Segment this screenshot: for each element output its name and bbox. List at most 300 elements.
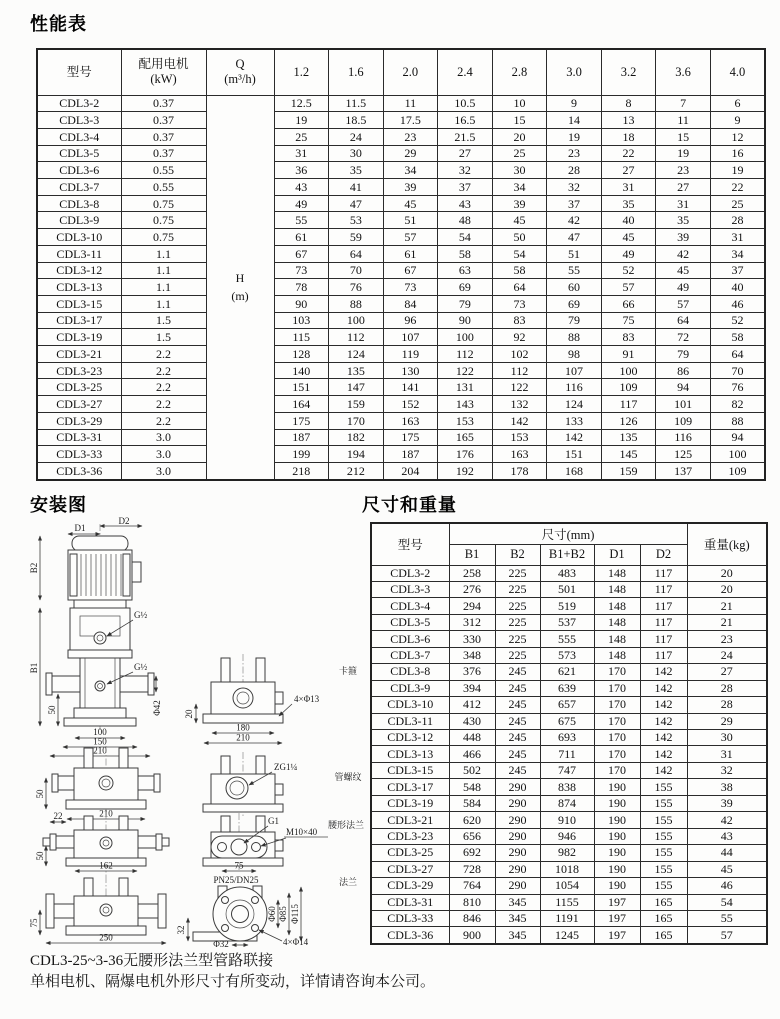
dims-model-cell: CDL3-33 [371,911,449,927]
perf-head-value-cell: 34 [492,179,547,196]
dims-model-cell: CDL3-9 [371,680,449,696]
perf-head-value-cell: 212 [329,462,384,480]
dim-phi60-label: Φ60 [267,906,277,922]
dims-row [371,631,767,647]
dims-value-cell: 330 [449,631,495,647]
perf-kw-cell: 1.1 [121,245,206,262]
perf-model-cell: CDL3-12 [37,262,121,279]
perf-row [37,396,765,413]
dims-value-cell: 170 [594,746,640,762]
perf-model-cell: CDL3-5 [37,145,121,162]
perf-row [37,312,765,329]
dims-value-cell: 170 [594,680,640,696]
dims-value-cell: 1245 [540,927,594,944]
dims-value-cell: 155 [640,779,687,795]
perf-head-value-cell: 88 [547,329,602,346]
dims-value-cell: 148 [594,565,640,581]
dims-value-cell: 39 [687,795,767,811]
perf-head-value-cell: 52 [710,312,765,329]
perf-head-value-cell: 16.5 [438,112,493,129]
dims-value-cell: 225 [495,598,540,614]
dims-value-cell: 412 [449,697,495,713]
perf-kw-cell: 0.55 [121,162,206,179]
pump-elevation-view [29,516,162,756]
perf-head-value-cell: 73 [383,279,438,296]
perf-head-value-cell: 125 [656,446,711,463]
perf-col-flow: 3.0 [547,49,602,95]
dims-model-cell: CDL3-29 [371,878,449,894]
perf-kw-cell: 2.2 [121,362,206,379]
dims-value-cell: 190 [594,861,640,877]
dim-50b-label: 50 [35,851,45,861]
perf-head-value-cell: 92 [492,329,547,346]
dims-value-cell: 117 [640,631,687,647]
perf-model-cell: CDL3-3 [37,112,121,129]
perf-kw-cell: 1.5 [121,312,206,329]
dim-162-label: 162 [99,860,113,871]
dims-row [371,614,767,630]
performance-table-head [37,49,765,95]
perf-head-value-cell: 11 [383,95,438,112]
perf-head-value-cell: 143 [438,396,493,413]
perf-head-value-cell: 37 [438,179,493,196]
perf-head-value-cell: 69 [438,279,493,296]
dim-b2-label: B2 [29,562,39,574]
perf-head-value-cell: 76 [710,379,765,396]
perf-head-value-cell: 72 [656,329,711,346]
perf-head-value-cell: 112 [492,362,547,379]
dims-value-cell: 810 [449,894,495,910]
perf-head-value-cell: 175 [383,429,438,446]
perf-kw-cell: 0.75 [121,195,206,212]
dim-50a-label: 50 [35,789,45,799]
perf-head-value-cell: 79 [656,346,711,363]
perf-kw-cell: 0.37 [121,112,206,129]
dims-row [371,927,767,944]
dims-value-cell: 312 [449,614,495,630]
perf-head-value-cell: 45 [383,195,438,212]
perf-head-value-cell: 50 [492,229,547,246]
dims-value-cell: 345 [495,911,540,927]
perf-head-value-cell: 153 [492,429,547,446]
pn-label: PN25/DN25 [213,875,259,885]
dims-value-cell: 348 [449,647,495,663]
zg-label: ZG1¼ [274,762,298,772]
perf-kw-cell: 1.1 [121,262,206,279]
perf-head-value-cell: 22 [601,145,656,162]
dim-210-main-label: 210 [93,745,107,756]
perf-head-value-cell: 187 [383,446,438,463]
perf-head-value-cell: 100 [438,329,493,346]
dims-col-weight: 重量(kg) [687,523,767,565]
perf-row [37,245,765,262]
dims-value-cell: 148 [594,614,640,630]
dims-value-cell: 32 [687,762,767,778]
dims-row [371,713,767,729]
dims-size-col: D1 [594,544,640,565]
perf-head-value-cell: 25 [492,145,547,162]
bolt-4x13-label: 4×Φ13 [294,694,320,704]
dims-value-cell: 117 [640,581,687,597]
perf-head-value-cell: 165 [438,429,493,446]
dim-100-label: 100 [93,727,107,737]
performance-header-row [37,49,765,95]
perf-head-value-cell: 27 [438,145,493,162]
perf-head-unit-cell: H (m) [206,95,274,480]
dims-value-cell: 245 [495,713,540,729]
perf-head-value-cell: 132 [492,396,547,413]
perf-kw-cell: 2.2 [121,346,206,363]
perf-head-value-cell: 67 [383,262,438,279]
dims-model-cell: CDL3-25 [371,845,449,861]
dims-row [371,565,767,581]
perf-head-value-cell: 96 [383,312,438,329]
perf-head-value-cell: 23 [383,128,438,145]
perf-head-value-cell: 126 [601,412,656,429]
dims-value-cell: 23 [687,631,767,647]
perf-row [37,446,765,463]
perf-kw-cell: 2.2 [121,412,206,429]
perf-head-value-cell: 94 [656,379,711,396]
dims-value-cell: 165 [640,927,687,944]
perf-row [37,212,765,229]
perf-head-value-cell: 6 [710,95,765,112]
dims-value-cell: 276 [449,581,495,597]
perf-col-flow: 3.6 [656,49,711,95]
dims-value-cell: 621 [540,664,594,680]
perf-head-value-cell: 35 [656,212,711,229]
perf-row [37,112,765,129]
dims-value-cell: 148 [594,581,640,597]
dims-row [371,812,767,828]
perf-head-value-cell: 64 [710,346,765,363]
dims-value-cell: 197 [594,894,640,910]
perf-kw-cell: 0.37 [121,128,206,145]
perf-head-value-cell: 57 [656,295,711,312]
dims-value-cell: 117 [640,614,687,630]
perf-head-value-cell: 145 [601,446,656,463]
dims-model-cell: CDL3-27 [371,861,449,877]
perf-model-cell: CDL3-19 [37,329,121,346]
perf-head-value-cell: 94 [710,429,765,446]
perf-head-value-cell: 83 [492,312,547,329]
dim-75-flanged-label: 75 [29,918,39,928]
perf-model-cell: CDL3-8 [37,195,121,212]
perf-kw-cell: 1.5 [121,329,206,346]
dims-value-cell: 501 [540,581,594,597]
perf-head-value-cell: 76 [329,279,384,296]
perf-head-value-cell: 59 [329,229,384,246]
dims-value-cell: 190 [594,878,640,894]
perf-row [37,279,765,296]
perf-head-value-cell: 19 [710,162,765,179]
perf-head-value-cell: 112 [329,329,384,346]
dims-model-cell: CDL3-31 [371,894,449,910]
dims-value-cell: 1155 [540,894,594,910]
perf-head-value-cell: 117 [601,396,656,413]
perf-head-value-cell: 204 [383,462,438,480]
perf-head-value-cell: 194 [329,446,384,463]
perf-head-value-cell: 42 [656,245,711,262]
perf-col-model: 型号 [37,49,121,95]
perf-head-value-cell: 98 [547,346,602,363]
dims-value-cell: 54 [687,894,767,910]
dims-model-cell: CDL3-21 [371,812,449,828]
base-view-a [35,746,160,819]
dims-value-cell: 155 [640,845,687,861]
dims-row [371,878,767,894]
perf-head-value-cell: 69 [547,295,602,312]
dims-value-cell: 142 [640,730,687,746]
dims-value-cell: 225 [495,581,540,597]
dims-model-cell: CDL3-13 [371,746,449,762]
dimensions-table-body [371,565,767,944]
perf-head-value-cell: 61 [383,245,438,262]
dims-value-cell: 245 [495,746,540,762]
dim-50-main-label: 50 [47,705,57,715]
perf-head-value-cell: 53 [329,212,384,229]
clamp-label: 卡箍 [338,667,358,677]
perf-head-value-cell: 27 [656,179,711,196]
perf-model-cell: CDL3-29 [37,412,121,429]
waist-flange-view [203,813,364,872]
perf-head-value-cell: 128 [274,346,329,363]
perf-head-value-cell: 28 [710,212,765,229]
pipe-thread-view [203,752,362,816]
perf-head-value-cell: 57 [601,279,656,296]
perf-head-value-cell: 55 [274,212,329,229]
dims-value-cell: 117 [640,647,687,663]
perf-head-value-cell: 37 [710,262,765,279]
dims-model-cell: CDL3-6 [371,631,449,647]
round-flange-view [176,875,357,948]
dims-value-cell: 29 [687,713,767,729]
dims-value-cell: 846 [449,911,495,927]
dims-value-cell: 258 [449,565,495,581]
dims-row [371,828,767,844]
perf-head-value-cell: 47 [329,195,384,212]
dims-value-cell: 430 [449,713,495,729]
dims-model-cell: CDL3-5 [371,614,449,630]
perf-kw-cell: 0.37 [121,145,206,162]
perf-head-value-cell: 192 [438,462,493,480]
dim-22-label: 22 [53,811,63,821]
perf-kw-cell: 1.1 [121,279,206,296]
dims-value-cell: 190 [594,828,640,844]
dims-value-cell: 448 [449,730,495,746]
perf-head-value-cell: 45 [492,212,547,229]
perf-model-cell: CDL3-36 [37,462,121,480]
perf-kw-cell: 0.75 [121,212,206,229]
installation-diagram [28,516,368,948]
perf-head-value-cell: 35 [601,195,656,212]
perf-head-value-cell: 79 [547,312,602,329]
perf-head-value-cell: 40 [710,279,765,296]
perf-head-value-cell: 175 [274,412,329,429]
perf-head-value-cell: 90 [274,295,329,312]
dims-value-cell: 20 [687,565,767,581]
perf-head-value-cell: 107 [547,362,602,379]
perf-head-value-cell: 54 [438,229,493,246]
perf-head-value-cell: 131 [438,379,493,396]
perf-head-value-cell: 91 [601,346,656,363]
perf-head-value-cell: 10 [492,95,547,112]
dims-value-cell: 165 [640,894,687,910]
perf-head-value-cell: 14 [547,112,602,129]
perf-head-value-cell: 30 [492,162,547,179]
perf-head-value-cell: 9 [710,112,765,129]
perf-head-value-cell: 13 [601,112,656,129]
perf-row [37,329,765,346]
perf-head-value-cell: 46 [710,295,765,312]
dims-value-cell: 30 [687,730,767,746]
perf-head-value-cell: 12 [710,128,765,145]
dims-value-cell: 747 [540,762,594,778]
dims-model-cell: CDL3-19 [371,795,449,811]
installation-diagram-title: 安装图 [30,495,87,516]
dims-value-cell: 142 [640,664,687,680]
terminal-box [132,562,141,582]
perf-model-cell: CDL3-2 [37,95,121,112]
dims-value-cell: 838 [540,779,594,795]
dims-value-cell: 148 [594,598,640,614]
perf-kw-cell: 2.2 [121,379,206,396]
perf-head-value-cell: 124 [547,396,602,413]
dims-value-cell: 245 [495,730,540,746]
m10x40-label: M10×40 [286,827,318,837]
dims-row [371,647,767,663]
dims-model-cell: CDL3-36 [371,927,449,944]
dims-value-cell: 225 [495,565,540,581]
dims-value-cell: 620 [449,812,495,828]
perf-head-value-cell: 18 [601,128,656,145]
perf-head-value-cell: 49 [601,245,656,262]
perf-head-value-cell: 140 [274,362,329,379]
dims-value-cell: 155 [640,878,687,894]
perf-head-value-cell: 36 [274,162,329,179]
perf-head-value-cell: 124 [329,346,384,363]
dims-value-cell: 190 [594,845,640,861]
perf-model-cell: CDL3-15 [37,295,121,312]
dims-value-cell: 55 [687,911,767,927]
pipe-thread-label: 管螺纹 [334,773,362,783]
dims-size-col: B1+B2 [540,544,594,565]
perf-head-value-cell: 51 [547,245,602,262]
perf-head-value-cell: 122 [438,362,493,379]
dims-row [371,779,767,795]
perf-head-value-cell: 31 [601,179,656,196]
perf-head-value-cell: 40 [601,212,656,229]
dims-value-cell: 21 [687,614,767,630]
perf-row [37,128,765,145]
waist-flange-label: 腰形法兰 [327,821,365,831]
perf-head-value-cell: 34 [710,245,765,262]
perf-head-value-cell: 9 [547,95,602,112]
perf-head-value-cell: 64 [656,312,711,329]
perf-row [37,95,765,112]
perf-head-value-cell: 15 [492,112,547,129]
perf-head-value-cell: 163 [492,446,547,463]
perf-head-value-cell: 43 [438,195,493,212]
perf-head-value-cell: 170 [329,412,384,429]
perf-head-value-cell: 130 [383,362,438,379]
perf-model-cell: CDL3-11 [37,245,121,262]
discharge-port [120,676,148,692]
perf-head-value-cell: 73 [274,262,329,279]
base-view-c [29,876,166,943]
bolt-4x14-label: 4×Φ14 [283,937,309,947]
perf-head-value-cell: 83 [601,329,656,346]
g1-label: G1 [268,816,279,826]
motor-body [68,550,132,600]
perf-head-value-cell: 64 [329,245,384,262]
dims-value-cell: 376 [449,664,495,680]
dimensions-table-title: 尺寸和重量 [362,495,457,516]
dims-value-cell: 197 [594,911,640,927]
perf-head-value-cell: 27 [601,162,656,179]
perf-head-value-cell: 31 [710,229,765,246]
dims-value-cell: 900 [449,927,495,944]
dim-150-label: 150 [93,736,107,747]
perf-head-value-cell: 12.5 [274,95,329,112]
perf-head-value-cell: 8 [601,95,656,112]
perf-head-value-cell: 122 [492,379,547,396]
dims-size-col: D2 [640,544,687,565]
perf-head-value-cell: 218 [274,462,329,480]
perf-head-value-cell: 101 [656,396,711,413]
perf-head-value-cell: 10.5 [438,95,493,112]
dims-value-cell: 170 [594,664,640,680]
perf-head-value-cell: 42 [547,212,602,229]
perf-head-value-cell: 37 [547,195,602,212]
perf-model-cell: CDL3-31 [37,429,121,446]
dims-value-cell: 692 [449,845,495,861]
perf-model-cell: CDL3-7 [37,179,121,196]
perf-head-value-cell: 11.5 [329,95,384,112]
perf-head-value-cell: 107 [383,329,438,346]
perf-head-value-cell: 32 [547,179,602,196]
dims-value-cell: 20 [687,581,767,597]
dims-value-cell: 142 [640,746,687,762]
dims-value-cell: 290 [495,795,540,811]
dims-value-cell: 294 [449,598,495,614]
perf-head-value-cell: 182 [329,429,384,446]
perf-col-flow: 4.0 [710,49,765,95]
perf-head-value-cell: 43 [274,179,329,196]
dims-value-cell: 190 [594,795,640,811]
dims-value-cell: 555 [540,631,594,647]
perf-col-flow: 1.6 [329,49,384,95]
perf-model-cell: CDL3-10 [37,229,121,246]
dims-header-row-1 [371,523,767,544]
dims-value-cell: 148 [594,631,640,647]
perf-head-value-cell: 159 [329,396,384,413]
perf-head-value-cell: 168 [547,462,602,480]
clamp-connection-view [184,654,357,743]
perf-head-value-cell: 109 [710,462,765,480]
perf-head-value-cell: 19 [547,128,602,145]
perf-head-value-cell: 58 [492,262,547,279]
perf-kw-cell: 0.55 [121,179,206,196]
perf-row [37,195,765,212]
perf-head-value-cell: 57 [383,229,438,246]
dimensions-table [370,522,768,945]
dims-model-cell: CDL3-4 [371,598,449,614]
perf-row [37,162,765,179]
dims-col-size-group: 尺寸(mm) [449,523,687,544]
perf-head-value-cell: 60 [547,279,602,296]
dims-value-cell: 155 [640,861,687,877]
